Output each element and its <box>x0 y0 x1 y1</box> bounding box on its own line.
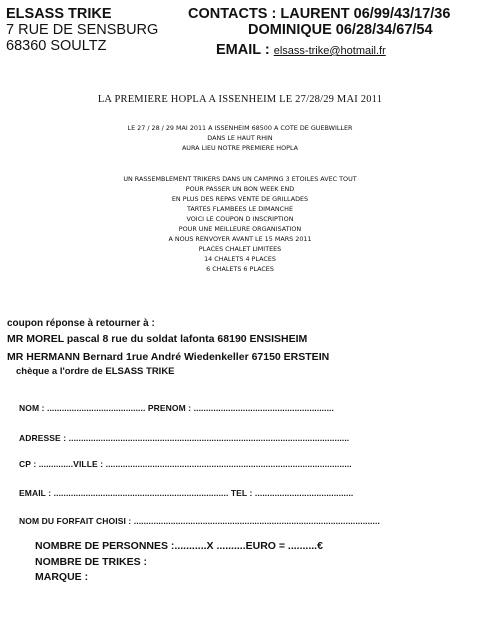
details-line: TARTES FLAMBEES LE DIMANCHE <box>186 205 293 213</box>
org-name: ELSASS TRIKE <box>6 6 112 22</box>
details-line: 6 CHALETS 6 PLACES <box>206 265 274 273</box>
details-line: EN PLUS DES REPAS VENTE DE GRILLADES <box>171 195 309 203</box>
details-line: 14 CHALETS 4 PLACES <box>204 255 276 263</box>
details-line: UN RASSEMBLEMENT TRIKERS DANS UN CAMPING 3 ETOILES AVEC TOUT <box>123 175 357 183</box>
city-address: 68360 SOULTZ <box>6 38 107 54</box>
intro-line: AURA LIEU NOTRE PREMIERE HOPLA <box>181 144 299 152</box>
email-tel-field[interactable]: EMAIL : ....................................................................... TEL : ........................................ <box>19 488 354 498</box>
document-title: LA PREMIERE HOPLA A ISSENHEIM LE 27/28/29 MAI 2011 <box>97 94 383 105</box>
nom-prenom-field[interactable]: NOM : ........................................ PRENOM : ......................................................... <box>19 403 334 413</box>
contact2-line: DOMINIQUE 06/28/34/67/54 <box>248 22 433 38</box>
details-line: POUR UNE MEILLEURE ORGANISATION <box>178 225 302 233</box>
email-label: EMAIL : <box>216 42 270 58</box>
adresse-field[interactable]: ADRESSE : .................................................................................................................. <box>19 433 350 443</box>
details-paragraph <box>0 174 480 274</box>
marque-field[interactable]: MARQUE : <box>35 571 89 583</box>
details-line: A NOUS RENVOYER AVANT LE 15 MARS 2011 <box>168 235 312 243</box>
header-contacts <box>188 6 476 59</box>
return-address-1: MR MOREL pascal 8 rue du soldat lafonta 68190 ENSISHEIM <box>7 333 308 345</box>
street-address: 7 RUE DE SENSBURG <box>6 22 159 38</box>
intro-line: DANS LE HAUT RHIN <box>207 134 273 142</box>
details-line: VOICI LE COUPON D INSCRIPTION <box>186 215 294 223</box>
intro-line: LE 27 / 28 / 29 MAI 2011 A ISSENHEIM 68500 A COTE DE GUEBWILLER <box>127 124 353 132</box>
header-address <box>6 6 158 54</box>
return-address-2: MR HERMANN Bernard 1rue André Wiedenkeller 67150 ERSTEIN <box>7 351 330 363</box>
email-line <box>188 42 476 59</box>
cp-ville-field[interactable]: CP : ..............VILLE : .................................................................................................... <box>19 459 352 469</box>
details-line: POUR PASSER UN BON WEEK END <box>185 185 295 193</box>
personnes-field[interactable]: NOMBRE DE PERSONNES :...........X ..........EURO = ..........€ <box>35 540 323 552</box>
intro-paragraph <box>0 123 480 153</box>
coupon-title: coupon réponse à retourner à : <box>7 318 155 329</box>
forfait-field[interactable]: NOM DU FORFAIT CHOISI : .................................................................................................... <box>19 516 380 526</box>
contacts-line: CONTACTS : LAURENT 06/99/43/17/36 <box>188 6 451 22</box>
details-line: PLACES CHALET LIMITEES <box>198 245 282 253</box>
email-link[interactable]: elsass-trike@hotmail.fr <box>273 45 386 57</box>
trikes-field[interactable]: NOMBRE DE TRIKES : <box>35 556 148 568</box>
cheque-instruction: chèque a l'ordre de ELSASS TRIKE <box>16 366 175 377</box>
